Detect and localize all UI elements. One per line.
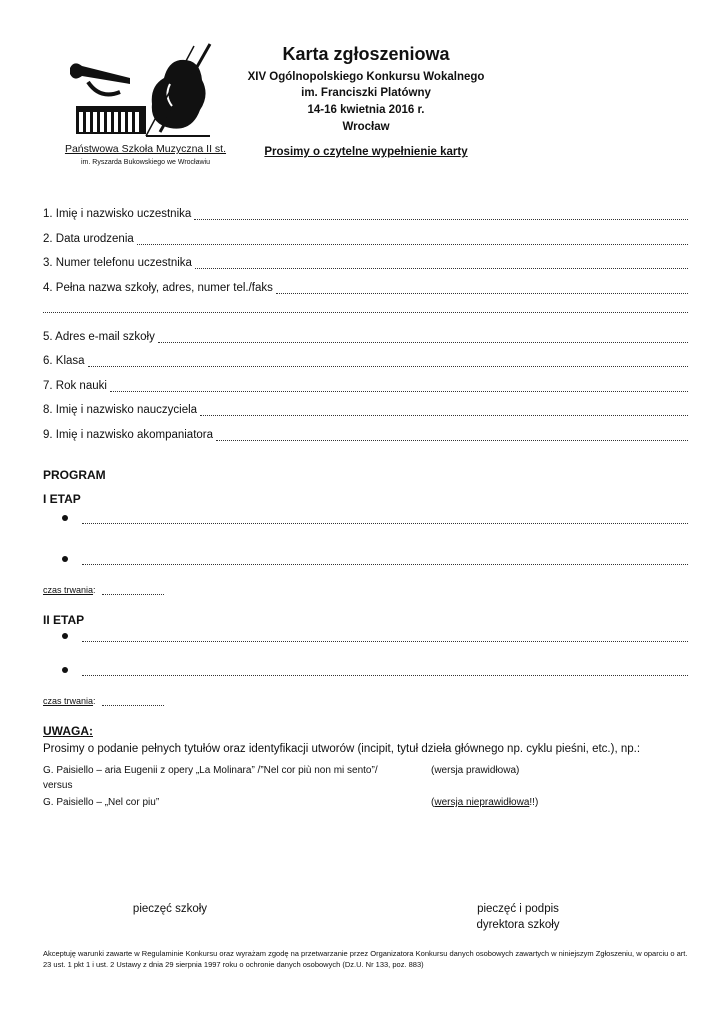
date-line: 14-16 kwietnia 2016 r. [307, 104, 425, 116]
school-info-continuation[interactable] [43, 311, 688, 313]
field-label: 6. Klasa [43, 355, 85, 367]
bullet-icon [62, 556, 68, 562]
school-name: Państwowa Szkoła Muzyczna II st. [64, 143, 227, 155]
fill-line [200, 405, 688, 416]
field-label: 3. Numer telefonu uczestnika [43, 257, 192, 269]
director-stamp-label-2: dyrektora szkoły [476, 919, 560, 931]
program-heading: PROGRAM [43, 468, 106, 482]
fill-line [82, 665, 688, 676]
fill-line [88, 356, 688, 367]
note-text: Prosimy o podanie pełnych tytułów oraz identyfikacji utworów (incipit, tytuł dzieła głównego np. cyklu pieśni, etc.), np.: [43, 743, 641, 755]
field-label: 9. Imię i nazwisko akompaniatora [43, 429, 214, 441]
field-label: 8. Imię i nazwisko nauczyciela [43, 404, 198, 416]
wrong-open: ( [431, 797, 435, 808]
school-info-field[interactable] [43, 278, 688, 294]
city-line: Wrocław [342, 121, 390, 133]
fill-line [102, 697, 164, 706]
class-field[interactable] [43, 351, 688, 367]
study-year-field[interactable] [43, 376, 688, 392]
field-label: 5. Adres e-mail szkoły [43, 331, 155, 343]
fill-line [82, 513, 688, 524]
field-label: 1. Imię i nazwisko uczestnika [43, 208, 192, 220]
fill-line [158, 332, 688, 343]
note-heading-text: UWAGA [43, 724, 89, 738]
school-email-field[interactable] [43, 327, 688, 343]
stage-1-duration[interactable] [43, 585, 164, 595]
note-heading-colon: : [89, 724, 93, 738]
example-wrong: G. Paisiello – „Nel cor piu” [43, 797, 160, 808]
example-correct: G. Paisiello – aria Eugenii z opery „La Molinara” /”Nel cor più non mi sento”/ [43, 765, 378, 776]
stage-2-heading: II ETAP [43, 613, 85, 627]
birth-date-field[interactable] [43, 229, 688, 245]
bullet-icon [62, 515, 68, 521]
fill-line [110, 381, 688, 392]
wrong-label-text: wersja nieprawidłowa [434, 797, 530, 808]
stage-1-piece-2[interactable] [62, 551, 688, 565]
wrong-label [431, 797, 538, 808]
accompanist-name-field[interactable] [43, 425, 688, 441]
stage-1-heading: I ETAP [43, 492, 81, 506]
fill-line [102, 586, 164, 595]
phone-field[interactable] [43, 253, 688, 269]
fill-line [195, 258, 688, 269]
consent-footer: Akceptuję warunki zawarte w Regulaminie Konkursu oraz wyrażam zgodę na przetwarzanie przez Organizatora Konkursu danych osobowych zawartych w niniejszym Zgłoszeniu, w oparciu o art. 23 ust. 1 pkt 1 i ust. 2 Ustawy z dnia 29 sierpnia 1997 roku o ochronie danych osobowych (Dz.U. Nr 133, poz. 883) [43, 949, 688, 969]
duration-label: czas trwania [43, 585, 94, 595]
fill-line [82, 631, 688, 642]
versus-text: versus [43, 780, 73, 791]
duration-colon: : [93, 585, 96, 595]
stage-2-piece-1[interactable] [62, 628, 688, 642]
participant-name-field[interactable] [43, 204, 688, 220]
field-label: 4. Pełna nazwa szkoły, adres, numer tel./faks [43, 282, 273, 294]
duration-label: czas trwania [43, 696, 94, 706]
stage-2-piece-2[interactable] [62, 662, 688, 676]
stage-1-piece-1[interactable] [62, 510, 688, 524]
fill-line [137, 234, 688, 245]
patron-line: im. Franciszki Platówny [301, 87, 431, 99]
director-stamp-label-1: pieczęć i podpis [477, 903, 559, 915]
fill-request: Prosimy o czytelne wypełnienie karty [264, 146, 468, 158]
fill-line [194, 209, 688, 220]
bullet-icon [62, 667, 68, 673]
field-label: 2. Data urodzenia [43, 233, 134, 245]
note-heading [43, 724, 93, 738]
wrong-close: !!) [529, 797, 539, 808]
fill-line [276, 283, 688, 294]
school-subtitle: im. Ryszarda Bukowskiego we Wrocławiu [80, 159, 211, 166]
school-stamp-label: pieczęć szkoły [132, 903, 208, 915]
correct-label: (wersja prawidłowa) [431, 765, 520, 776]
page-title: Karta zgłoszeniowa [282, 44, 450, 64]
bullet-icon [62, 633, 68, 639]
competition-line: XIV Ogólnopolskiego Konkursu Wokalnego [247, 71, 485, 83]
stage-2-duration[interactable] [43, 696, 164, 706]
field-label: 7. Rok nauki [43, 380, 107, 392]
fill-line [216, 430, 688, 441]
duration-colon: : [93, 696, 96, 706]
teacher-name-field[interactable] [43, 400, 688, 416]
fill-line [82, 554, 688, 565]
